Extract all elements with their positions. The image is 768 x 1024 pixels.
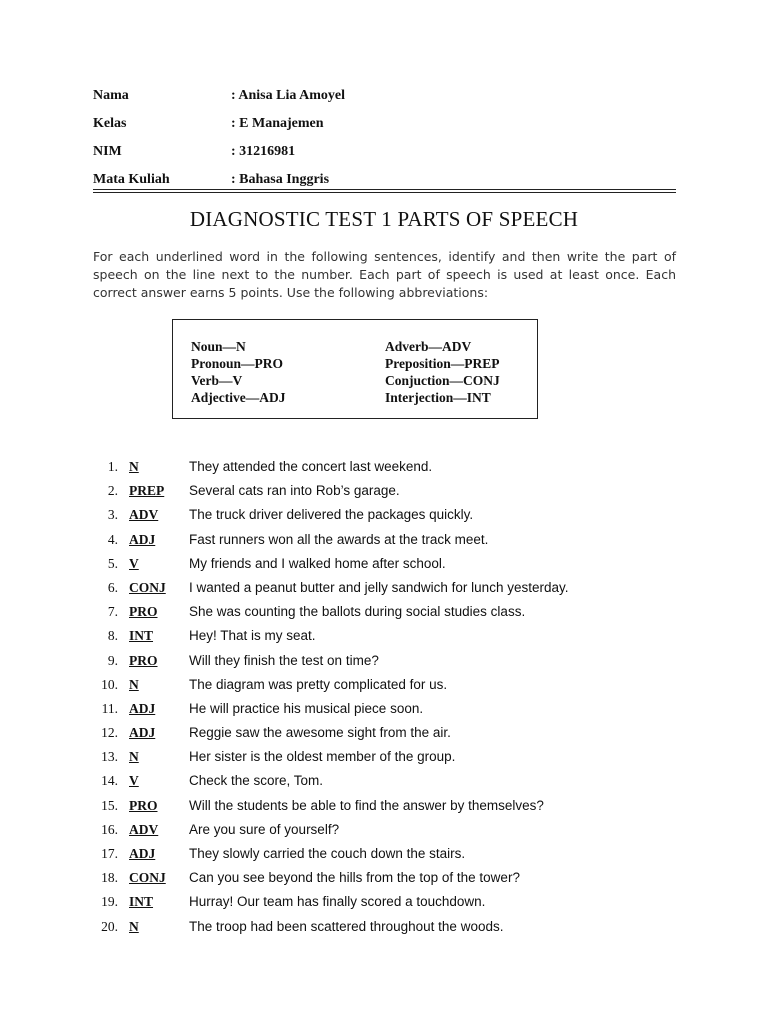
question-row (93, 677, 676, 701)
question-row (93, 749, 676, 773)
question-number: 15. (101, 797, 118, 813)
info-row-mata-kuliah (93, 172, 683, 200)
question-number: 17. (101, 846, 118, 861)
question-answer: INT (129, 894, 154, 910)
question-answer: ADV (129, 507, 159, 523)
question-number: 9. (107, 652, 118, 668)
question-answer: N (129, 676, 139, 692)
question-answer: CONJ (129, 870, 166, 886)
info-label: NIM (93, 144, 122, 159)
question-answer: ADJ (129, 725, 156, 741)
abbreviation-item: Preposition—PREP (385, 356, 500, 371)
question-row (93, 653, 676, 677)
question-row (93, 459, 676, 483)
question-answer: PRO (129, 797, 158, 813)
question-number: 6. (107, 579, 118, 595)
info-value: : Anisa Lia Amoyel (231, 88, 345, 103)
question-answer: ADJ (129, 700, 156, 716)
question-sentence: My friends and I walked home after school. (189, 555, 446, 571)
instructions-paragraph: For each underlined word in the following sentences, identify and then write the part of speech on the line next to the number. Each part of speech is used at least once. Each correct answer earns 5 points. Use the following abbreviations: (93, 249, 676, 300)
question-number: 13. (101, 749, 118, 765)
question-number: 10. (101, 676, 118, 692)
question-row (93, 628, 676, 652)
question-sentence: Several cats ran into Rob’s garage. (189, 483, 400, 499)
question-row (93, 798, 676, 822)
abbreviation-item: Conjuction—CONJ (385, 373, 500, 388)
question-row (93, 894, 676, 918)
question-number: 2. (107, 483, 118, 499)
question-row (93, 870, 676, 894)
info-label: Nama (93, 88, 129, 103)
question-sentence: He will practice his musical piece soon. (189, 700, 424, 716)
question-answer: PRO (129, 652, 158, 668)
abbreviations-box (172, 319, 538, 419)
info-label: Kelas (93, 116, 127, 131)
question-number: 19. (101, 894, 118, 910)
page-title: DIAGNOSTIC TEST 1 PARTS OF SPEECH (189, 207, 579, 231)
question-sentence: They attended the concert last weekend. (189, 459, 433, 474)
question-row (93, 919, 676, 943)
question-sentence: Hey! That is my seat. (189, 628, 316, 644)
question-row (93, 556, 676, 580)
question-sentence: Hurray! Our team has finally scored a touchdown. (189, 894, 486, 910)
question-sentence: Fast runners won all the awards at the track meet. (189, 531, 489, 547)
question-row (93, 701, 676, 725)
question-number: 20. (101, 918, 118, 934)
question-answer: N (129, 918, 139, 934)
info-value: : 31216981 (231, 144, 296, 159)
question-number: 14. (101, 773, 118, 789)
header-divider (93, 192, 676, 193)
question-list (93, 459, 676, 943)
question-sentence: The diagram was pretty complicated for us. (189, 676, 448, 692)
question-answer: ADV (129, 821, 159, 837)
question-sentence: They slowly carried the couch down the stairs. (189, 846, 466, 861)
question-row (93, 725, 676, 749)
info-row-nim (93, 144, 683, 172)
question-sentence: Are you sure of yourself? (189, 821, 340, 837)
question-row (93, 507, 676, 531)
question-row (93, 822, 676, 846)
question-number: 11. (101, 700, 118, 716)
abbreviation-item: Adverb—ADV (385, 339, 472, 354)
student-info (93, 88, 683, 200)
question-number: 5. (107, 555, 118, 571)
question-answer: ADJ (129, 846, 156, 861)
info-value: : Bahasa Inggris (231, 172, 330, 187)
question-sentence: Her sister is the oldest member of the group. (189, 749, 456, 765)
question-answer: INT (129, 628, 154, 644)
question-row (93, 532, 676, 556)
abbreviation-item: Interjection—INT (385, 390, 491, 405)
question-number: 1. (107, 459, 118, 474)
abbreviation-item: Pronoun—PRO (191, 356, 284, 371)
info-row-kelas (93, 116, 683, 144)
question-answer: V (129, 773, 139, 789)
question-sentence: She was counting the ballots during social studies class. (189, 604, 526, 620)
abbreviation-item: Adjective—ADJ (191, 390, 286, 405)
header-divider (93, 189, 676, 190)
question-sentence: Will the students be able to find the answer by themselves? (189, 797, 544, 813)
question-answer: CONJ (129, 579, 166, 595)
question-sentence: I wanted a peanut butter and jelly sandwich for lunch yesterday. (189, 579, 569, 595)
question-row (93, 580, 676, 604)
question-row (93, 846, 676, 870)
question-sentence: Reggie saw the awesome sight from the air. (189, 725, 451, 741)
question-number: 18. (101, 870, 118, 886)
question-answer: PRO (129, 604, 158, 620)
question-answer: N (129, 749, 139, 765)
question-answer: ADJ (129, 531, 156, 547)
question-answer: PREP (129, 483, 165, 499)
question-sentence: Can you see beyond the hills from the top of the tower? (189, 870, 520, 886)
question-answer: N (129, 459, 139, 474)
question-number: 8. (107, 628, 118, 644)
question-row (93, 604, 676, 628)
abbreviation-item: Verb—V (191, 373, 243, 388)
question-number: 3. (107, 507, 118, 523)
question-number: 4. (107, 531, 118, 547)
question-row (93, 483, 676, 507)
question-number: 12. (101, 725, 118, 741)
question-number: 16. (101, 821, 118, 837)
question-sentence: Check the score, Tom. (189, 773, 324, 789)
abbreviations-right-column (385, 338, 500, 406)
info-value: : E Manajemen (231, 116, 324, 131)
question-row (93, 773, 676, 797)
question-sentence: The truck driver delivered the packages quickly. (189, 507, 474, 523)
abbreviations-left-column (191, 338, 285, 406)
question-sentence: The troop had been scattered throughout the woods. (189, 918, 504, 934)
info-label: Mata Kuliah (93, 172, 170, 187)
question-answer: V (129, 555, 139, 571)
question-sentence: Will they finish the test on time? (189, 652, 379, 668)
info-row-nama (93, 88, 683, 116)
question-number: 7. (107, 604, 118, 620)
abbreviation-item: Noun—N (191, 339, 246, 354)
